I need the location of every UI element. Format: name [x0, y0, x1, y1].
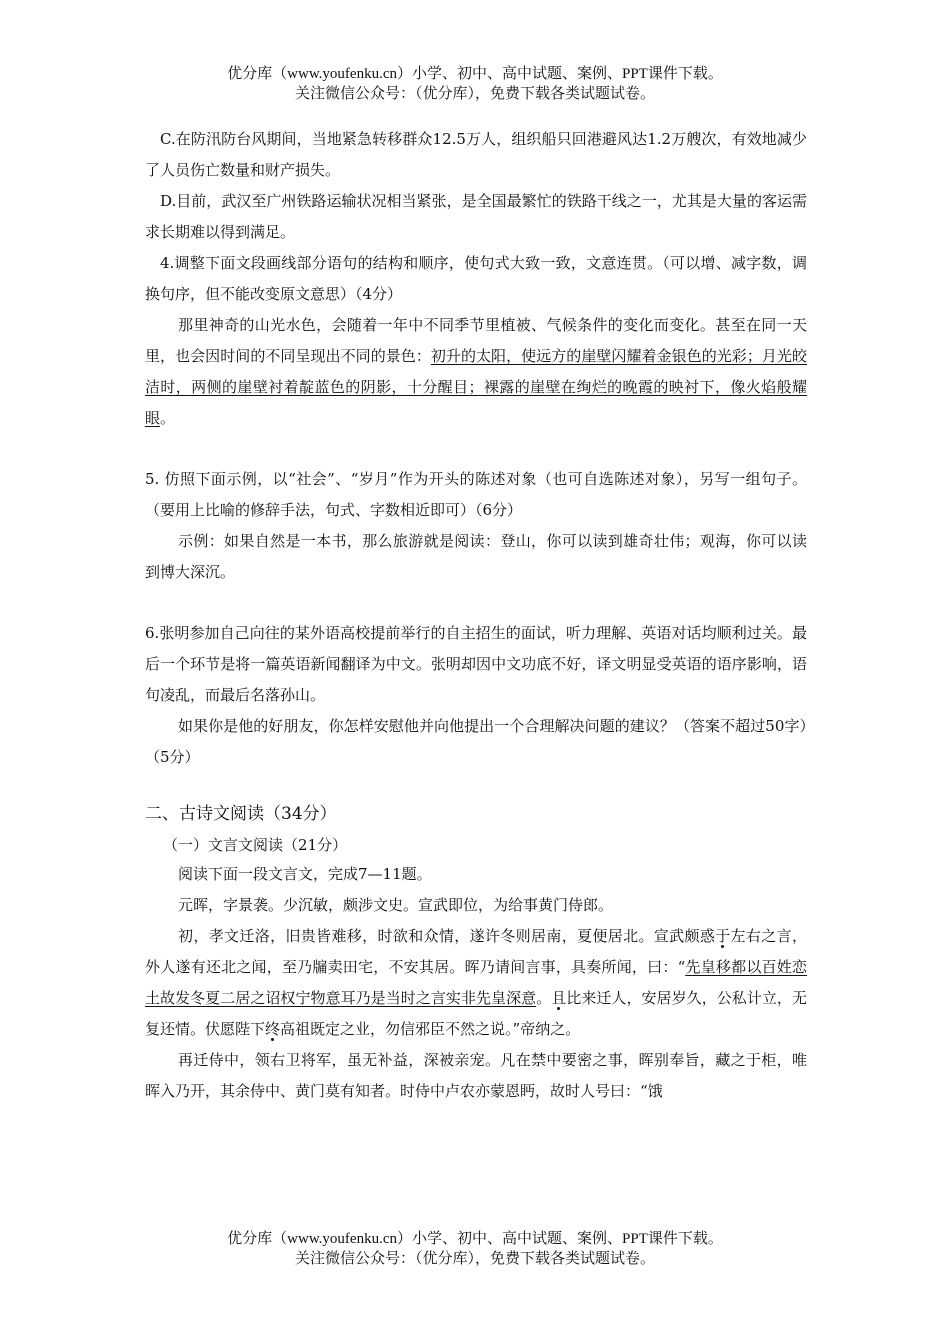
- classical-para-2-a: 初，孝文迁洛，旧贵皆难移，时欲和众情，遂许冬则居南，夏便居北。宣武颇惑: [178, 927, 716, 945]
- classical-para-3: 再迁侍中，领右卫将军，虽无补益，深被亲宠。凡在禁中要密之事，晖别奉旨，藏之于柜，唯晖入乃开，其余侍中、黄门莫有知者。时侍中卢农亦蒙恩眄，故时人号曰：“饿: [145, 1051, 807, 1100]
- classical-para-2: [145, 921, 807, 1045]
- section-2-title: 二、古诗文阅读（34分）: [145, 804, 337, 824]
- document-body: [145, 124, 807, 1107]
- emphasis-dot-qie: 且: [551, 989, 567, 1007]
- q4-passage: [145, 310, 807, 434]
- classical-para-2-b: 左右之言，外人遂有还北之闻，至乃牖卖田宅，不安其居。晖乃请间言事，具奏所闻，曰：: [145, 927, 807, 976]
- spacer: [145, 773, 807, 797]
- q5-stem: 5. 仿照下面示例，以“社会”、“岁月”作为开头的陈述对象（也可自选陈述对象），另写一组句子。（要用上比喻的修辞手法，句式、字数相近即可）（6分）: [145, 470, 807, 519]
- q5-example: 示例：如果自然是一本书，那么旅游就是阅读：登山，你可以读到雄奇壮伟；观海，你可以读到博大深沉。: [145, 532, 807, 581]
- classical-para-2-c: 。: [536, 989, 552, 1007]
- q4-stem: 4.调整下面文段画线部分语句的结构和顺序，使句式大致一致，文意连贯。（可以增、减字数，调换句序，但不能改变原文意思）（4分）: [145, 254, 807, 303]
- quote-open: “: [677, 958, 686, 976]
- footer-line-1: 优分库（www.youfenku.cn）小学、初中、高中试题、案例、PPT课件下载。: [227, 1231, 723, 1247]
- page-footer: [0, 1229, 950, 1269]
- spacer: [145, 588, 807, 618]
- classical-para-2-e: 高祖既定之业，勿信邪臣不然之说。”帝纳之。: [280, 1020, 581, 1038]
- reading-instruction: 阅读下面一段文言文，完成7—11题。: [178, 865, 432, 883]
- q6-question: 如果你是他的好朋友，你怎样安慰他并向他提出一个合理解决问题的建议？（答案不超过50字）（5分）: [145, 717, 807, 766]
- classical-underlined-sentence: 先皇移都以百姓恋土故发冬夏二居之诏权宁物意耳乃是当时之言实非先皇深意: [145, 958, 807, 1007]
- q6-stem: 6.张明参加自己向往的某外语高校提前举行的自主招生的面试，听力理解、英语对话均顺利过关。最后一个环节是将一篇英语新闻翻译为中文。张明却因中文功底不好，译文明显受英语的语序影响，语句凌乱，而最后名落孙山。: [145, 624, 807, 704]
- header-line-1: 优分库（www.youfenku.cn）小学、初中、高中试题、案例、PPT课件下载。: [227, 66, 723, 82]
- q4-passage-plain: 那里神奇的山光水色，会随着一年中不同季节里植被、气候条件的变化而变化。甚至在同一天里，也会因时间的不同呈现出不同的景色：: [145, 316, 807, 365]
- section-2-subtitle: （一）文言文阅读（21分）: [163, 836, 348, 854]
- classical-para-2-d: 比来迁人，安居岁久，公私计立，无复还情。伏愿陛下: [145, 989, 807, 1038]
- page-header: [0, 64, 950, 104]
- spacer: [145, 434, 807, 464]
- q3-option-c: C.在防汛防台风期间，当地紧急转移群众12.5万人，组织船只回港避风达1.2万艘次，有效地减少了人员伤亡数量和财产损失。: [145, 130, 807, 179]
- emphasis-dot-zhong: 终: [265, 1020, 281, 1038]
- q4-passage-end: 。: [160, 409, 176, 427]
- header-line-2: 关注微信公众号：（优分库），免费下载各类试题试卷。: [294, 86, 655, 102]
- classical-para-1: 元晖，字景袭。少沉敏，颇涉文史。宣武即位，为给事黄门侍郎。: [178, 896, 614, 914]
- emphasis-dot-yu: 于: [715, 927, 731, 945]
- q4-passage-underlined: 初升的太阳，使远方的崖壁闪耀着金银色的光彩；月光皎洁时，两侧的崖壁衬着靛蓝色的阴影，十分醒目；裸露的崖壁在绚烂的晚霞的映衬下，像火焰般耀眼: [145, 347, 807, 427]
- q3-option-d: D.目前，武汉至广州铁路运输状况相当紧张，是全国最繁忙的铁路干线之一，尤其是大量的客运需求长期难以得到满足。: [145, 192, 807, 241]
- footer-line-2: 关注微信公众号：（优分库），免费下载各类试题试卷。: [294, 1251, 655, 1267]
